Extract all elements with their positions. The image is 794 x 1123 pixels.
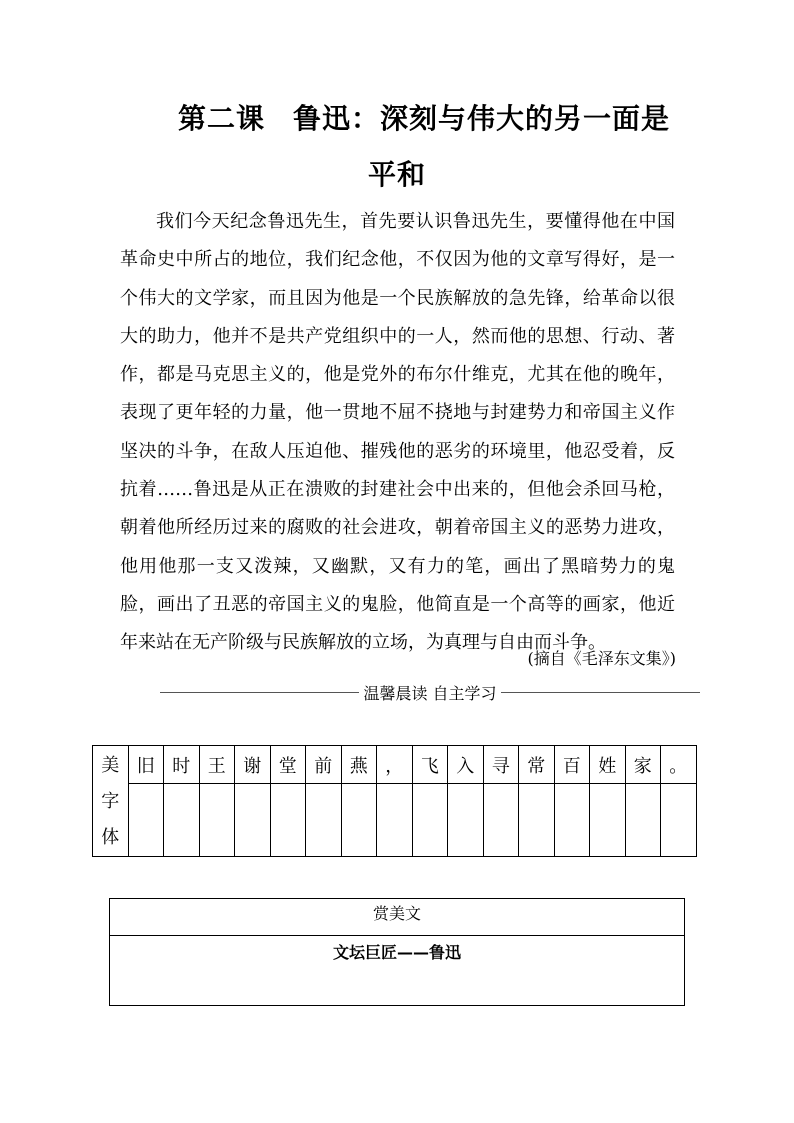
practice-cell[interactable] — [128, 784, 164, 857]
practice-cell[interactable] — [377, 784, 413, 857]
practice-row — [93, 784, 697, 857]
practice-cell[interactable] — [483, 784, 519, 857]
appreciation-header: 赏美文 — [110, 899, 684, 936]
divider-line-right — [501, 692, 700, 693]
appreciation-subtitle: 文坛巨匠——鲁迅 — [332, 943, 461, 962]
character-cell: 。 — [661, 746, 697, 784]
practice-cell[interactable] — [625, 784, 661, 857]
practice-cell[interactable] — [199, 784, 235, 857]
practice-cell[interactable] — [235, 784, 271, 857]
row-header-char: 字 — [101, 791, 120, 812]
section-label: 温馨晨读 自主学习 — [363, 683, 497, 703]
character-row — [93, 746, 697, 784]
practice-cell[interactable] — [341, 784, 377, 857]
practice-cell[interactable] — [412, 784, 448, 857]
character-cell: 百 — [554, 746, 590, 784]
row-header-char: 体 — [101, 827, 120, 848]
practice-cell[interactable] — [306, 784, 342, 857]
character-cell: 前 — [306, 746, 342, 784]
row-header-cell — [93, 746, 129, 857]
character-cell: 常 — [519, 746, 555, 784]
character-cell: 谢 — [235, 746, 271, 784]
divider-line-left — [160, 692, 359, 693]
section-divider — [160, 679, 700, 705]
character-cell: 燕 — [341, 746, 377, 784]
practice-cell[interactable] — [164, 784, 200, 857]
practice-cell[interactable] — [661, 784, 697, 857]
character-cell: 旧 — [128, 746, 164, 784]
practice-cell[interactable] — [448, 784, 484, 857]
character-cell: 姓 — [590, 746, 626, 784]
character-cell: ， — [377, 746, 413, 784]
row-header-char: 美 — [101, 755, 120, 776]
practice-cell[interactable] — [554, 784, 590, 857]
character-cell: 入 — [448, 746, 484, 784]
calligraphy-practice-table — [92, 745, 697, 857]
character-cell: 王 — [199, 746, 235, 784]
lesson-title-continued: 平和 — [367, 158, 426, 191]
passage-source: (摘自《毛泽东文集》) — [527, 649, 676, 668]
lesson-title — [80, 97, 794, 137]
character-cell: 飞 — [412, 746, 448, 784]
practice-cell[interactable] — [270, 784, 306, 857]
lesson-number: 第二课 — [178, 102, 266, 135]
passage-text: 我们今天纪念鲁迅先生，首先要认识鲁迅先生，要懂得他在中国革命史中所占的地位，我们纪念他，不仅因为他的文章写得好，是一个伟大的文学家，而且因为他是一个民族解放的急先锋，给革命以很大的助力，他并不是共产党组织中的一人，然而他的思想、行动、著作，都是马克思主义的，他是党外的布尔什维克，尤其在他的晚年，表现了更年轻的力量，他一贯地不屈不挠地与封建势力和帝国主义作坚决的斗争，在敌人压迫他、摧残他的恶劣的环境里，他忍受着，反抗着……鲁迅是从正在溃败的封建社会中出来的，但他会杀回马枪，朝着他所经历过来的腐败的社会进攻，朝着帝国主义的恶势力进攻，他用他那一支又泼辣，又幽默，又有力的笔，画出了黑暗势力的鬼脸，画出了丑恶的帝国主义的鬼脸，他简直是一个高等的画家，他近年来站在无产阶级与民族解放的立场，为真理与自由而斗争。 — [120, 211, 675, 654]
character-cell: 时 — [164, 746, 200, 784]
character-cell: 家 — [625, 746, 661, 784]
practice-cell[interactable] — [519, 784, 555, 857]
appreciation-box — [109, 898, 685, 1006]
character-cell: 堂 — [270, 746, 306, 784]
practice-cell[interactable] — [590, 784, 626, 857]
lesson-title-main: 鲁迅：深刻与伟大的另一面是 — [293, 102, 671, 135]
character-cell: 寻 — [483, 746, 519, 784]
